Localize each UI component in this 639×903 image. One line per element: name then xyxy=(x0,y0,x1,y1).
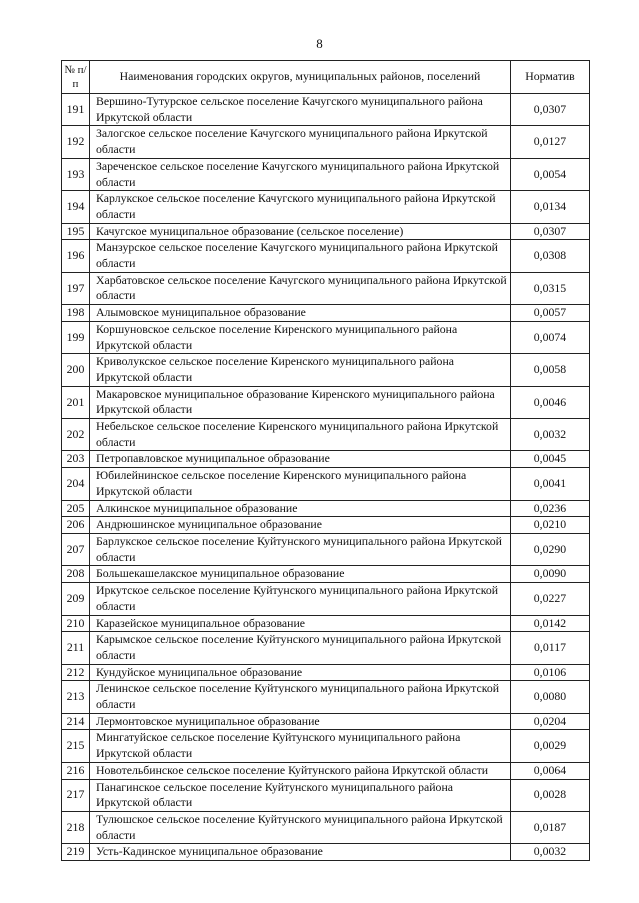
header-name: Наименования городских округов, муниципальных районов, поселений xyxy=(90,61,511,94)
row-name: Криволукское сельское поселение Киренского муниципального района Иркутской области xyxy=(90,354,511,386)
table-row xyxy=(62,517,590,534)
row-norm: 0,0106 xyxy=(511,664,590,681)
table-row xyxy=(62,533,590,565)
row-name: Ленинское сельское поселение Куйтунского муниципального района Иркутской области xyxy=(90,681,511,713)
table-row xyxy=(62,468,590,500)
row-number: 197 xyxy=(62,272,90,304)
table-row xyxy=(62,713,590,730)
row-norm: 0,0045 xyxy=(511,451,590,468)
row-number: 207 xyxy=(62,533,90,565)
header-norm: Норматив xyxy=(511,61,590,94)
row-name: Карымское сельское поселение Куйтунского муниципального района Иркутской области xyxy=(90,632,511,664)
row-number: 200 xyxy=(62,354,90,386)
row-number: 192 xyxy=(62,126,90,158)
row-name: Залогское сельское поселение Качугского муниципального района Иркутской области xyxy=(90,126,511,158)
row-norm: 0,0028 xyxy=(511,779,590,811)
row-number: 191 xyxy=(62,94,90,126)
table-row xyxy=(62,566,590,583)
row-name: Небельское сельское поселение Киренского муниципального района Иркутской области xyxy=(90,419,511,451)
table-row xyxy=(62,191,590,223)
row-name: Харбатовское сельское поселение Качугского муниципального района Иркутской области xyxy=(90,272,511,304)
row-norm: 0,0142 xyxy=(511,615,590,632)
table-row xyxy=(62,664,590,681)
row-number: 217 xyxy=(62,779,90,811)
row-number: 206 xyxy=(62,517,90,534)
table-row xyxy=(62,583,590,615)
row-number: 196 xyxy=(62,240,90,272)
table-row xyxy=(62,615,590,632)
table-row xyxy=(62,158,590,190)
row-norm: 0,0308 xyxy=(511,240,590,272)
row-name: Макаровское муниципальное образование Киренского муниципального района Иркутской области xyxy=(90,386,511,418)
row-number: 214 xyxy=(62,713,90,730)
row-name: Кундуйское муниципальное образование xyxy=(90,664,511,681)
row-name: Петропавловское муниципальное образование xyxy=(90,451,511,468)
table-row xyxy=(62,762,590,779)
row-name: Коршуновское сельское поселение Киренского муниципального района Иркутской области xyxy=(90,321,511,353)
table-row xyxy=(62,730,590,762)
table-row xyxy=(62,223,590,240)
row-norm: 0,0307 xyxy=(511,223,590,240)
row-norm: 0,0117 xyxy=(511,632,590,664)
row-norm: 0,0210 xyxy=(511,517,590,534)
table-row xyxy=(62,354,590,386)
table-row xyxy=(62,240,590,272)
row-name: Панагинское сельское поселение Куйтунского муниципального района Иркутской области xyxy=(90,779,511,811)
table-row xyxy=(62,126,590,158)
row-norm: 0,0041 xyxy=(511,468,590,500)
row-norm: 0,0307 xyxy=(511,94,590,126)
row-name: Барлукское сельское поселение Куйтунского муниципального района Иркутской области xyxy=(90,533,511,565)
row-number: 211 xyxy=(62,632,90,664)
row-norm: 0,0227 xyxy=(511,583,590,615)
row-norm: 0,0134 xyxy=(511,191,590,223)
row-name: Мингатуйское сельское поселение Куйтунского муниципального района Иркутской области xyxy=(90,730,511,762)
row-number: 205 xyxy=(62,500,90,517)
row-number: 201 xyxy=(62,386,90,418)
row-number: 199 xyxy=(62,321,90,353)
table-row xyxy=(62,844,590,861)
table-row xyxy=(62,681,590,713)
row-number: 210 xyxy=(62,615,90,632)
table-row xyxy=(62,321,590,353)
table-row xyxy=(62,451,590,468)
row-norm: 0,0290 xyxy=(511,533,590,565)
row-norm: 0,0032 xyxy=(511,844,590,861)
row-number: 209 xyxy=(62,583,90,615)
norms-table xyxy=(61,60,590,861)
row-name: Новотельбинское сельское поселение Куйтунского района Иркутской области xyxy=(90,762,511,779)
row-name: Манзурское сельское поселение Качугского муниципального района Иркутской области xyxy=(90,240,511,272)
row-number: 195 xyxy=(62,223,90,240)
row-norm: 0,0046 xyxy=(511,386,590,418)
row-norm: 0,0074 xyxy=(511,321,590,353)
table-row xyxy=(62,632,590,664)
row-norm: 0,0127 xyxy=(511,126,590,158)
row-norm: 0,0057 xyxy=(511,305,590,322)
row-number: 213 xyxy=(62,681,90,713)
row-norm: 0,0064 xyxy=(511,762,590,779)
row-name: Качугское муниципальное образование (сельское поселение) xyxy=(90,223,511,240)
header-number: № п/п xyxy=(62,61,90,94)
row-number: 203 xyxy=(62,451,90,468)
row-name: Лермонтовское муниципальное образование xyxy=(90,713,511,730)
table-row xyxy=(62,386,590,418)
row-norm: 0,0090 xyxy=(511,566,590,583)
table-row xyxy=(62,500,590,517)
row-name: Тулюшское сельское поселение Куйтунского муниципального района Иркутской области xyxy=(90,811,511,843)
row-number: 204 xyxy=(62,468,90,500)
row-name: Каразейское муниципальное образование xyxy=(90,615,511,632)
table-header-row xyxy=(62,61,590,94)
table-row xyxy=(62,94,590,126)
row-norm: 0,0315 xyxy=(511,272,590,304)
row-number: 218 xyxy=(62,811,90,843)
row-number: 212 xyxy=(62,664,90,681)
row-norm: 0,0032 xyxy=(511,419,590,451)
row-number: 193 xyxy=(62,158,90,190)
table-row xyxy=(62,811,590,843)
row-norm: 0,0029 xyxy=(511,730,590,762)
page-number: 8 xyxy=(316,36,323,51)
row-name: Андрюшинское муниципальное образование xyxy=(90,517,511,534)
row-norm: 0,0236 xyxy=(511,500,590,517)
row-number: 202 xyxy=(62,419,90,451)
row-name: Большекашелакское муниципальное образование xyxy=(90,566,511,583)
row-norm: 0,0054 xyxy=(511,158,590,190)
row-number: 219 xyxy=(62,844,90,861)
row-number: 208 xyxy=(62,566,90,583)
row-number: 194 xyxy=(62,191,90,223)
table-row xyxy=(62,419,590,451)
table-row xyxy=(62,305,590,322)
row-name: Алымовское муниципальное образование xyxy=(90,305,511,322)
table-row xyxy=(62,779,590,811)
row-name: Зареченское сельское поселение Качугского муниципального района Иркутской области xyxy=(90,158,511,190)
table-row xyxy=(62,272,590,304)
row-norm: 0,0080 xyxy=(511,681,590,713)
row-name: Усть-Кадинское муниципальное образование xyxy=(90,844,511,861)
row-name: Иркутское сельское поселение Куйтунского муниципального района Иркутской области xyxy=(90,583,511,615)
row-name: Алкинское муниципальное образование xyxy=(90,500,511,517)
row-name: Юбилейнинское сельское поселение Киренского муниципального района Иркутской области xyxy=(90,468,511,500)
row-name: Карлукское сельское поселение Качугского муниципального района Иркутской области xyxy=(90,191,511,223)
row-number: 216 xyxy=(62,762,90,779)
row-number: 198 xyxy=(62,305,90,322)
row-norm: 0,0187 xyxy=(511,811,590,843)
row-norm: 0,0058 xyxy=(511,354,590,386)
row-norm: 0,0204 xyxy=(511,713,590,730)
row-name: Вершино-Тутурское сельское поселение Качугского муниципального района Иркутской области xyxy=(90,94,511,126)
row-number: 215 xyxy=(62,730,90,762)
